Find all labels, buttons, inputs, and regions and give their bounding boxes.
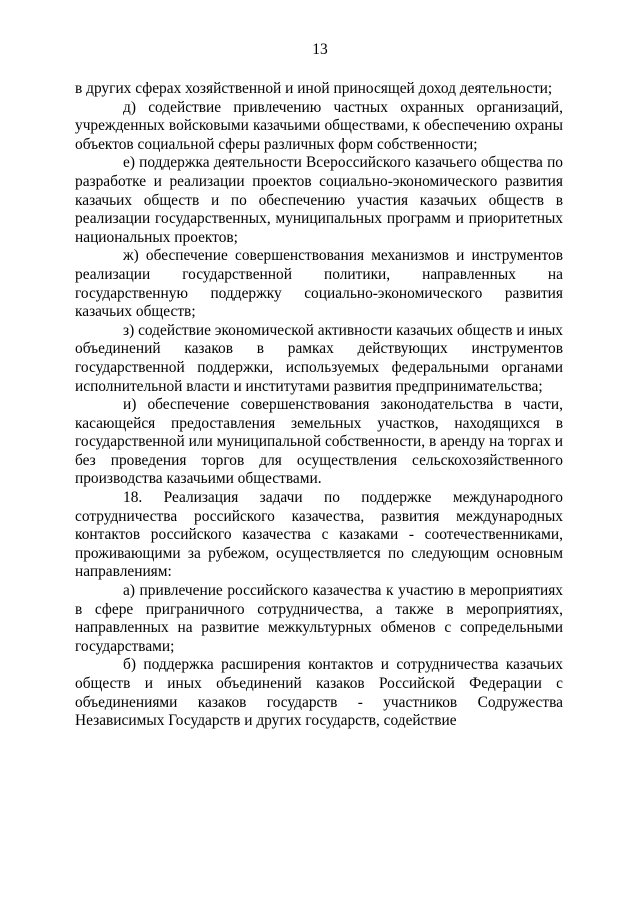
- paragraph-item-a: а) привлечение российского казачества к участию в мероприятиях в сфере приграничного сотрудничества, а также в мероприятиях, направленных на развитие межкультурных обменов с сопредельными государствами;: [75, 582, 563, 655]
- paragraph-continuation: в других сферах хозяйственной и иной приносящей доход деятельности;: [75, 80, 553, 97]
- paragraph-section-18: 18. Реализация задачи по поддержке международного сотрудничества российского казачества, развития международных контактов российского казачества с казаками - соотечественниками, проживающими за рубежом, осуществляется по следующим основным направлениям:: [75, 489, 563, 581]
- document-body: [75, 80, 563, 731]
- page-number: 13: [312, 41, 328, 58]
- paragraph-item-z: з) содействие экономической активности казачьих обществ и иных объединений казаков в рамках действующих инструментов государственной поддержки, используемых федеральными органами исполнительной власти и институтами развития предпринимательства;: [75, 321, 563, 395]
- paragraph-item-e: е) поддержка деятельности Всероссийского казачьего общества по разработке и реализации проектов социально-экономического развития казачьих обществ и по обеспечению участия казачьих обществ в реализации государственных, муниципальных программ и приоритетных национальных проектов;: [75, 154, 563, 246]
- paragraph-item-zh: ж) обеспечение совершенствования механизмов и инструментов реализации государственной политики, направленных на государственную поддержку социально-экономического развития казачьих обществ;: [75, 247, 563, 321]
- paragraph-item-b: б) поддержка расширения контактов и сотрудничества казачьих обществ и иных объединений казаков Российской Федерации с объединениями казаков государств - участников Содружества Независимых Государств и других государств, содействие: [75, 656, 563, 730]
- paragraph-item-d: д) содействие привлечению частных охранных организаций, учрежденных войсковыми казачьими обществами, к обеспечению охраны объектов социальной сферы различных форм собственности;: [75, 98, 563, 153]
- paragraph-item-i: и) обеспечение совершенствования законодательства в части, касающейся предоставления земельных участков, находящихся в государственной или муниципальной собственности, в аренду на торгах и без проведения торгов для осуществления сельскохозяйственного производства казачьими обществами.: [75, 396, 563, 488]
